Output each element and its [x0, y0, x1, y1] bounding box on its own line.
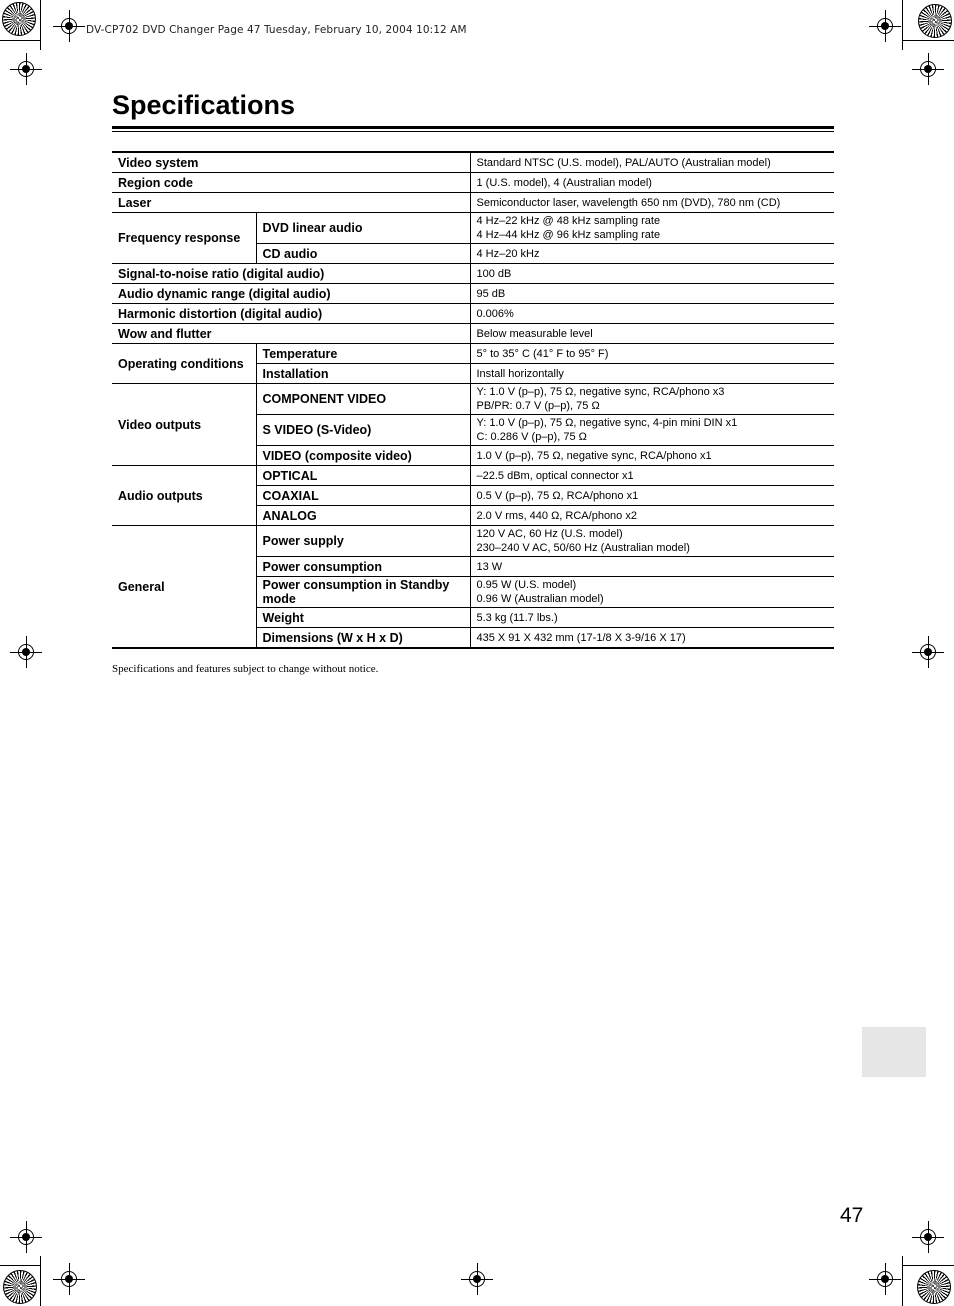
spec-value-line: 4 Hz–44 kHz @ 96 kHz sampling rate — [476, 229, 661, 241]
spec-label: Harmonic distortion (digital audio) — [112, 304, 470, 324]
spec-label: Power consumption — [256, 557, 470, 577]
spec-label: Video system — [112, 152, 470, 173]
table-row — [112, 173, 834, 193]
crop-mark — [40, 0, 41, 50]
spec-label: S VIDEO (S-Video) — [256, 415, 470, 446]
spec-value: 435 X 91 X 432 mm (17-1/8 X 3-9/16 X 17) — [470, 628, 834, 649]
spec-label: Weight — [256, 608, 470, 628]
spec-value: 1.0 V (p–p), 75 Ω, negative sync, RCA/phono x1 — [470, 446, 834, 466]
spec-value-line: 120 V AC, 60 Hz (U.S. model) — [476, 528, 623, 540]
table-row — [112, 264, 834, 284]
table-row — [112, 304, 834, 324]
table-row — [112, 324, 834, 344]
print-header-info: DV-CP702 DVD Changer Page 47 Tuesday, February 10, 2004 10:12 AM — [86, 24, 467, 36]
crop-mark — [902, 40, 954, 41]
spec-value: 95 dB — [470, 284, 834, 304]
crosshair-mark — [18, 1229, 34, 1245]
spec-value-line: 0.95 W (U.S. model) — [476, 579, 577, 591]
table-row — [112, 384, 834, 415]
spec-label: COMPONENT VIDEO — [256, 384, 470, 415]
spec-value — [470, 213, 834, 244]
spec-value: 5.3 kg (11.7 lbs.) — [470, 608, 834, 628]
crop-mark — [40, 1256, 41, 1306]
crosshair-mark — [920, 61, 936, 77]
table-row — [112, 344, 834, 364]
spec-group-label: General — [112, 526, 256, 649]
spec-label: Power supply — [256, 526, 470, 557]
table-row — [112, 213, 834, 244]
spec-label: Temperature — [256, 344, 470, 364]
spec-value: 1 (U.S. model), 4 (Australian model) — [470, 173, 834, 193]
spec-value — [470, 526, 834, 557]
registration-starburst-top-right — [918, 4, 952, 38]
spec-label: Dimensions (W x H x D) — [256, 628, 470, 649]
spec-value — [470, 384, 834, 415]
page-number: 47 — [840, 1204, 864, 1227]
spec-label: DVD linear audio — [256, 213, 470, 244]
spec-value-line: Y: 1.0 V (p–p), 75 Ω, negative sync, RCA/phono x3 — [476, 386, 725, 398]
spec-label: COAXIAL — [256, 486, 470, 506]
table-row — [112, 152, 834, 173]
spec-label: CD audio — [256, 244, 470, 264]
crosshair-mark — [920, 644, 936, 660]
spec-label: Wow and flutter — [112, 324, 470, 344]
crosshair-mark — [877, 1271, 893, 1287]
crosshair-mark — [469, 1271, 485, 1287]
spec-value — [470, 577, 834, 608]
spec-label: Region code — [112, 173, 470, 193]
spec-label: Audio dynamic range (digital audio) — [112, 284, 470, 304]
spec-value-line: 4 Hz–22 kHz @ 48 kHz sampling rate — [476, 215, 661, 227]
spec-value: –22.5 dBm, optical connector x1 — [470, 466, 834, 486]
spec-group-label: Audio outputs — [112, 466, 256, 526]
title-rule — [112, 131, 834, 132]
crosshair-mark — [18, 644, 34, 660]
spec-value: Standard NTSC (U.S. model), PAL/AUTO (Australian model) — [470, 152, 834, 173]
spec-label: OPTICAL — [256, 466, 470, 486]
spec-label: Signal-to-noise ratio (digital audio) — [112, 264, 470, 284]
spec-group-label: Frequency response — [112, 213, 256, 264]
crosshair-mark — [61, 1271, 77, 1287]
spec-label: Laser — [112, 193, 470, 213]
crosshair-mark — [877, 18, 893, 34]
crop-mark — [902, 1256, 903, 1306]
spec-label: VIDEO (composite video) — [256, 446, 470, 466]
spec-label: Power consumption in Standby mode — [256, 577, 470, 608]
crosshair-mark — [61, 18, 77, 34]
crosshair-mark — [920, 1229, 936, 1245]
spec-group-label: Operating conditions — [112, 344, 256, 384]
spec-value-line: 0.96 W (Australian model) — [476, 593, 604, 605]
spec-label: ANALOG — [256, 506, 470, 526]
title-rule — [112, 126, 834, 129]
registration-starburst-bottom-left — [3, 1270, 37, 1304]
table-row — [112, 193, 834, 213]
table-row — [112, 284, 834, 304]
section-tab — [862, 1027, 926, 1077]
spec-value: 5° to 35° C (41° F to 95° F) — [470, 344, 834, 364]
spec-label: Installation — [256, 364, 470, 384]
spec-value-line: PB/PR: 0.7 V (p–p), 75 Ω — [476, 400, 600, 412]
crop-mark — [0, 1265, 40, 1266]
page-title: Specifications — [112, 90, 296, 120]
registration-starburst-bottom-right — [917, 1270, 951, 1304]
specifications-note: Specifications and features subject to change without notice. — [112, 663, 379, 675]
spec-group-label: Video outputs — [112, 384, 256, 466]
spec-value-line: 230–240 V AC, 50/60 Hz (Australian model) — [476, 542, 690, 554]
table-row — [112, 466, 834, 486]
spec-value: 13 W — [470, 557, 834, 577]
spec-value: 4 Hz–20 kHz — [470, 244, 834, 264]
table-row — [112, 526, 834, 557]
spec-value: 0.5 V (p–p), 75 Ω, RCA/phono x1 — [470, 486, 834, 506]
spec-value: 2.0 V rms, 440 Ω, RCA/phono x2 — [470, 506, 834, 526]
crop-mark — [902, 0, 903, 50]
spec-value: 100 dB — [470, 264, 834, 284]
spec-value: Install horizontally — [470, 364, 834, 384]
crop-mark — [0, 40, 40, 41]
spec-value: Semiconductor laser, wavelength 650 nm (DVD), 780 nm (CD) — [470, 193, 834, 213]
registration-starburst-top-left — [2, 2, 36, 36]
crosshair-mark — [18, 61, 34, 77]
spec-value: 0.006% — [470, 304, 834, 324]
specifications-table — [112, 151, 834, 649]
spec-value-line: C: 0.286 V (p–p), 75 Ω — [476, 431, 587, 443]
crop-mark — [902, 1265, 954, 1266]
spec-value: Below measurable level — [470, 324, 834, 344]
spec-value — [470, 415, 834, 446]
spec-value-line: Y: 1.0 V (p–p), 75 Ω, negative sync, 4-pin mini DIN x1 — [476, 417, 738, 429]
